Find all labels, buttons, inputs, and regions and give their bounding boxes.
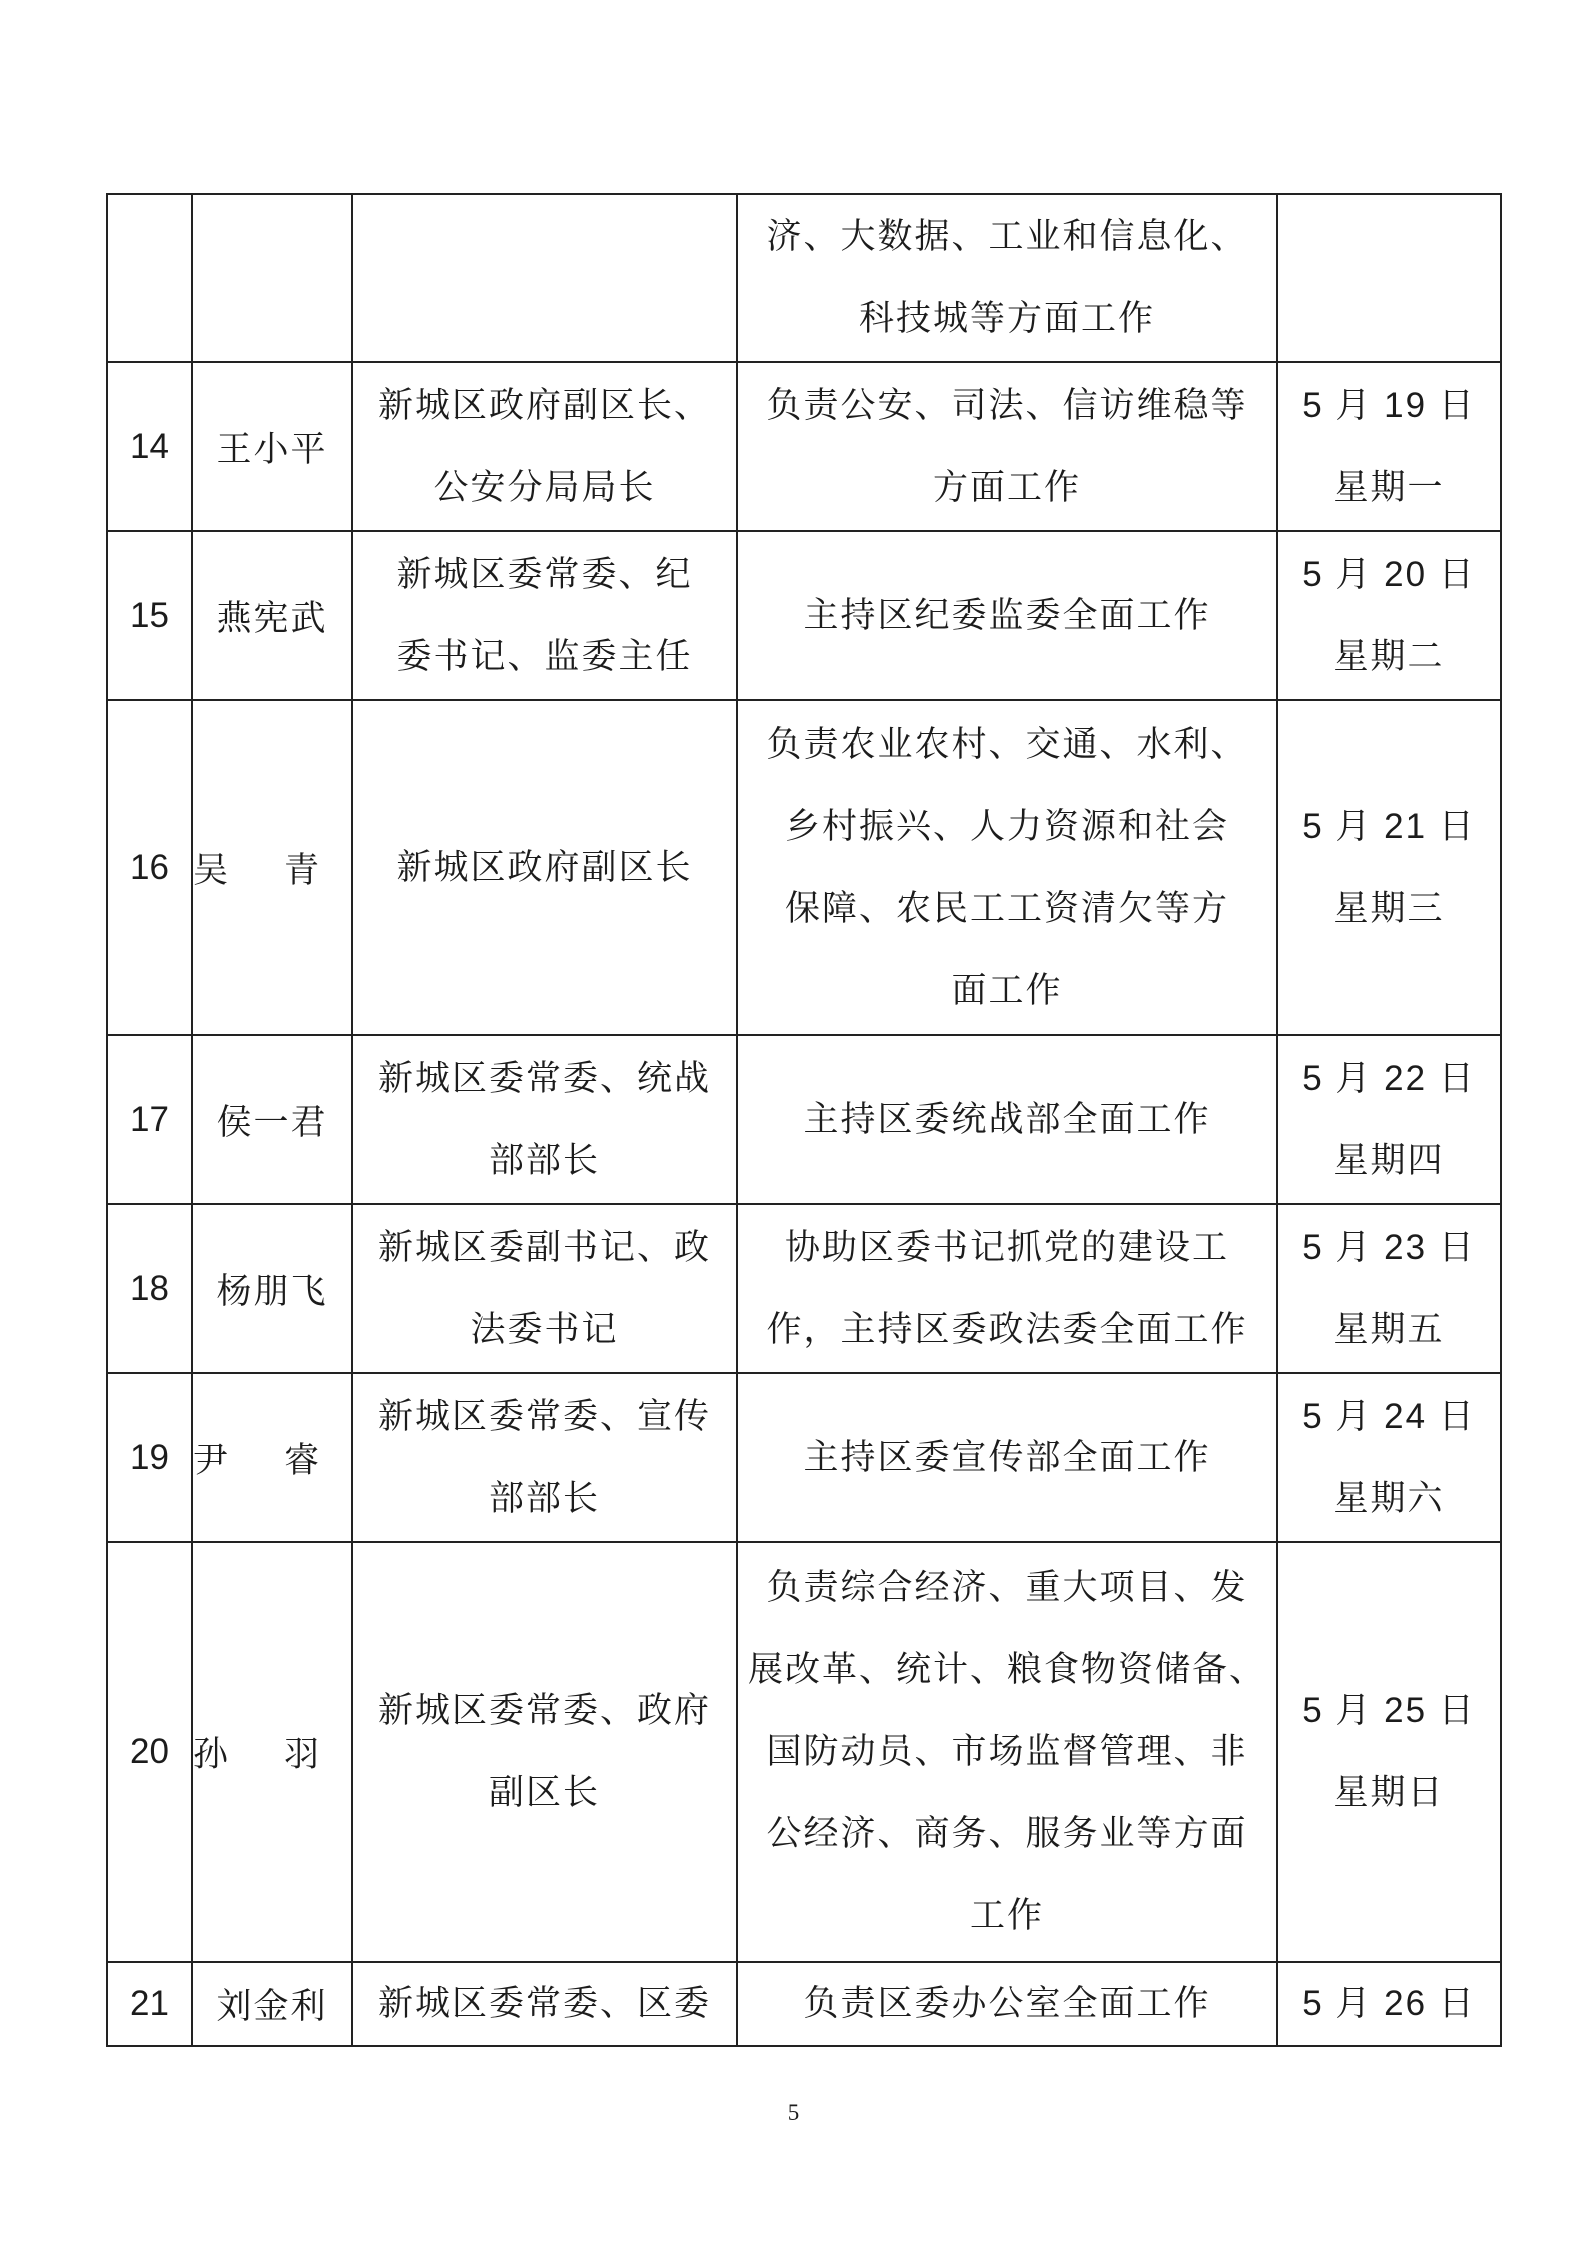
date-text-line: 星期五 xyxy=(1333,1309,1445,1349)
date-text-line: 星期四 xyxy=(1333,1140,1445,1180)
position-text-line: 新城区委常委、政府 xyxy=(377,1691,711,1731)
person-name-cell xyxy=(192,1373,376,1542)
duty-text-line: 主持区委宣传部全面工作 xyxy=(803,1437,1211,1478)
duty-text-line: 协助区委书记抓党的建设工 xyxy=(784,1227,1229,1268)
position-text-line: 部部长 xyxy=(488,1140,600,1181)
row-number: 17 xyxy=(130,1099,169,1139)
duty-cell xyxy=(737,700,1277,1035)
duty-text-line: 公经济、商务、服务业等方面 xyxy=(766,1814,1248,1854)
duty-cell xyxy=(737,362,1277,531)
date-cell xyxy=(1277,362,1501,531)
duty-text-line: 国防动员、市场监督管理、非 xyxy=(766,1732,1248,1772)
row-number: 20 xyxy=(130,1732,169,1771)
row-number: 21 xyxy=(130,1984,169,2023)
position-cell xyxy=(352,1962,737,2046)
date-cell xyxy=(1277,700,1501,1035)
row-number: 15 xyxy=(130,595,169,635)
position-cell xyxy=(352,700,737,1035)
table-row xyxy=(107,194,1501,362)
row-number-cell xyxy=(107,1542,192,1962)
position-text-line: 新城区委副书记、政 xyxy=(377,1227,711,1268)
duty-text-line: 济、大数据、工业和信息化、 xyxy=(766,217,1248,257)
person-name: 孙羽 xyxy=(193,1735,376,1775)
position-text-line: 委书记、监委主任 xyxy=(396,636,693,677)
duty-text-line: 保障、农民工工资清欠等方 xyxy=(784,888,1229,929)
duty-text-line: 科技城等方面工作 xyxy=(858,299,1155,339)
position-text-line: 新城区政府副区长 xyxy=(396,847,693,888)
position-text-line: 部部长 xyxy=(488,1478,600,1519)
date-cell xyxy=(1277,1204,1501,1373)
row-number-cell xyxy=(107,1035,192,1204)
date-cell xyxy=(1277,1962,1501,2046)
row-number-cell xyxy=(107,362,192,531)
date-text-line: 星期日 xyxy=(1333,1773,1445,1812)
position-cell xyxy=(352,1542,737,1962)
row-number: 16 xyxy=(130,847,169,887)
date-text-line: 星期三 xyxy=(1333,888,1445,928)
table-row xyxy=(107,362,1501,531)
table-row xyxy=(107,1035,1501,1204)
date-text-line: 5 月 22 日 xyxy=(1302,1058,1476,1098)
duty-cell xyxy=(737,1035,1277,1204)
duty-text-line: 主持区纪委监委全面工作 xyxy=(803,595,1211,636)
person-name-cell xyxy=(192,1962,352,2046)
duty-text-line: 作，主持区委政法委全面工作 xyxy=(766,1309,1248,1350)
table-row xyxy=(107,1204,1501,1373)
date-text-line: 5 月 26 日 xyxy=(1302,1984,1476,2023)
position-cell xyxy=(352,1035,737,1204)
row-number-cell xyxy=(107,700,192,1035)
row-number: 14 xyxy=(130,426,169,466)
position-cell xyxy=(352,362,737,531)
person-name-cell xyxy=(192,531,352,700)
person-name: 刘金利 xyxy=(216,1987,328,2027)
date-text-line: 5 月 21 日 xyxy=(1302,806,1476,846)
duty-text-line: 负责农业农村、交通、水利、 xyxy=(766,724,1248,765)
date-text-line: 星期一 xyxy=(1333,467,1445,507)
duty-cell xyxy=(737,1373,1277,1542)
person-name: 侯一君 xyxy=(216,1102,328,1143)
duty-cell xyxy=(737,531,1277,700)
position-text-line: 新城区委常委、区委 xyxy=(377,1984,711,2024)
position-text-line: 副区长 xyxy=(488,1773,600,1813)
duty-text-line: 负责公安、司法、信访维稳等 xyxy=(766,385,1248,426)
date-cell xyxy=(1277,1542,1501,1962)
table-row xyxy=(107,700,1501,1035)
duty-cell xyxy=(737,1204,1277,1373)
duty-text-line: 负责综合经济、重大项目、发 xyxy=(766,1568,1248,1608)
position-cell xyxy=(352,1373,737,1542)
date-cell xyxy=(1277,1035,1501,1204)
position-text-line: 新城区政府副区长、 xyxy=(377,385,711,426)
duty-text-line: 面工作 xyxy=(951,970,1063,1011)
schedule-table-body xyxy=(107,194,1501,2046)
table-row xyxy=(107,531,1501,700)
duty-text-line: 主持区委统战部全面工作 xyxy=(803,1099,1211,1140)
person-name: 尹睿 xyxy=(193,1440,376,1481)
date-cell xyxy=(1277,531,1501,700)
duty-cell xyxy=(737,1962,1277,2046)
date-text-line: 5 月 24 日 xyxy=(1302,1396,1476,1436)
duty-text-line: 方面工作 xyxy=(932,467,1081,508)
row-number-cell xyxy=(107,1204,192,1373)
duty-cell xyxy=(737,194,1277,362)
person-name: 王小平 xyxy=(216,429,328,470)
date-text-line: 星期二 xyxy=(1333,636,1445,676)
row-number-cell xyxy=(107,1962,192,2046)
schedule-table xyxy=(106,193,1502,2047)
row-number: 18 xyxy=(130,1268,169,1308)
row-number-cell xyxy=(107,1373,192,1542)
date-cell xyxy=(1277,1373,1501,1542)
duty-text-line: 负责区委办公室全面工作 xyxy=(803,1984,1211,2024)
person-name-cell xyxy=(192,362,352,531)
person-name: 燕宪武 xyxy=(216,598,328,639)
position-text-line: 新城区委常委、纪 xyxy=(396,554,693,595)
row-number-cell xyxy=(107,194,192,362)
date-text-line: 星期六 xyxy=(1333,1478,1445,1518)
duty-cell xyxy=(737,1542,1277,1962)
duty-text-line: 乡村振兴、人力资源和社会 xyxy=(784,806,1229,847)
person-name: 杨朋飞 xyxy=(216,1271,328,1312)
position-text-line: 法委书记 xyxy=(470,1309,619,1350)
position-cell xyxy=(352,194,737,362)
date-text-line: 5 月 23 日 xyxy=(1302,1227,1476,1267)
table-row xyxy=(107,1373,1501,1542)
person-name-cell xyxy=(192,700,376,1035)
table-row xyxy=(107,1962,1501,2046)
date-cell xyxy=(1277,194,1501,362)
date-text-line: 5 月 20 日 xyxy=(1302,554,1476,594)
duty-text-line: 工作 xyxy=(969,1896,1044,1936)
page-number: 5 xyxy=(787,2100,800,2125)
row-number-cell xyxy=(107,531,192,700)
position-cell xyxy=(352,1204,737,1373)
position-text-line: 新城区委常委、宣传 xyxy=(377,1396,711,1437)
position-cell xyxy=(352,531,737,700)
person-name: 吴青 xyxy=(193,850,376,891)
row-number: 19 xyxy=(130,1437,169,1477)
person-name-cell xyxy=(192,194,352,362)
position-text-line: 公安分局局长 xyxy=(433,467,656,508)
person-name-cell xyxy=(192,1035,352,1204)
duty-text-line: 展改革、统计、粮食物资储备、 xyxy=(747,1650,1266,1690)
person-name-cell xyxy=(192,1204,352,1373)
table-row xyxy=(107,1542,1501,1962)
person-name-cell xyxy=(192,1542,376,1962)
date-text-line: 5 月 19 日 xyxy=(1302,385,1476,425)
position-text-line: 新城区委常委、统战 xyxy=(377,1058,711,1099)
date-text-line: 5 月 25 日 xyxy=(1302,1691,1476,1730)
